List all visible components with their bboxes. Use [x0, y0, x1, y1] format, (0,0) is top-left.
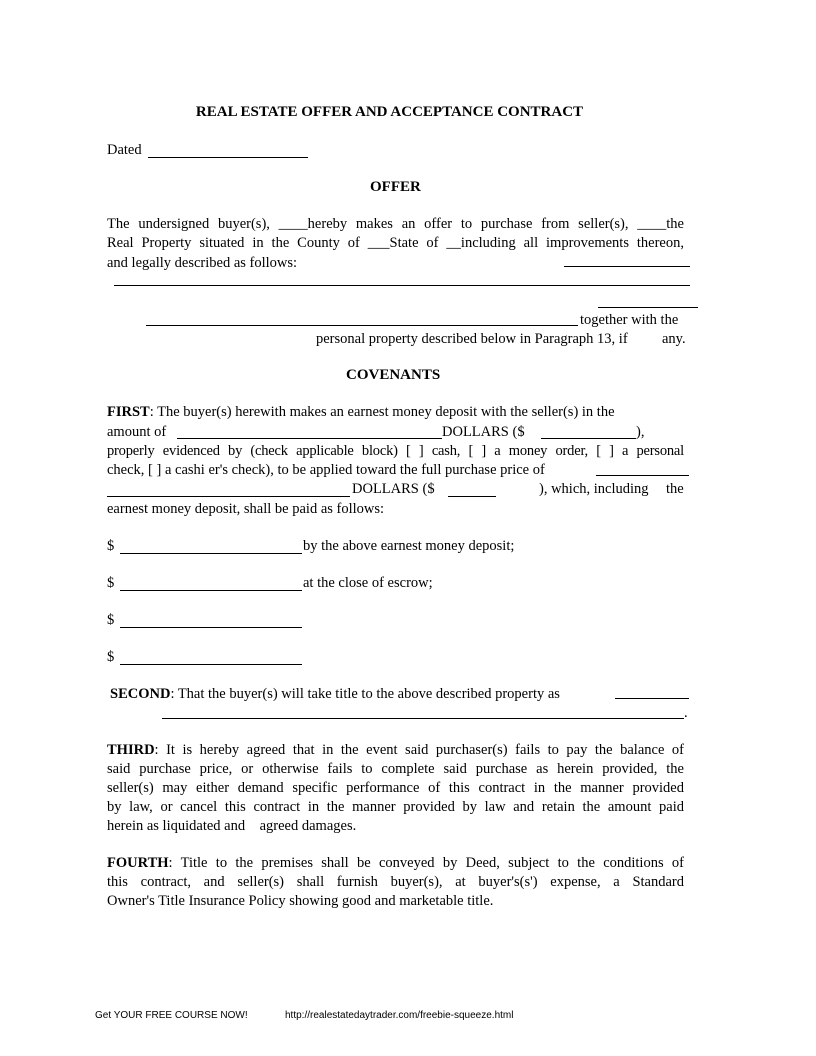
- title-vesting-field-1[interactable]: [615, 698, 689, 699]
- payment-text-1: by the above earnest money deposit;: [303, 538, 515, 554]
- legal-description-field-4[interactable]: [146, 325, 578, 326]
- which-including-text: ), which, including: [539, 481, 649, 497]
- dollars-label-1: DOLLARS ($: [442, 424, 525, 440]
- fourth-line-1: : Title to the premises shall be conveyed by Deed, subject to the conditions of: [168, 855, 684, 871]
- dollars-label-2: DOLLARS ($: [352, 481, 435, 497]
- third-line-3: seller(s) may either demand specific performance of this contract in the manner provided: [107, 780, 684, 796]
- second-label: SECOND: [110, 686, 171, 702]
- third-line-1: : It is hereby agreed that in the event said purchaser(s) fails to pay the balance of: [154, 742, 684, 758]
- payment-symbol-4: $: [107, 649, 115, 665]
- amount-words-field[interactable]: [177, 438, 442, 439]
- footer-url[interactable]: http://realestatedaytrader.com/freebie-squeeze.html: [285, 1010, 514, 1021]
- title-vesting-field-2[interactable]: [162, 718, 684, 719]
- payment-symbol-2: $: [107, 575, 115, 591]
- amount-number-field-1[interactable]: [541, 438, 636, 439]
- payment-text-2: at the close of escrow;: [303, 575, 433, 591]
- offer-line-2: Real Property situated in the County of ___State of __including all improvements thereon,: [107, 235, 684, 251]
- payment-symbol-1: $: [107, 538, 115, 554]
- first-line-1-text: : The buyer(s) herewith makes an earnest money deposit with the seller(s) in the: [149, 404, 615, 420]
- covenants-heading: COVENANTS: [346, 367, 441, 383]
- third-label: [107, 742, 684, 759]
- first-line-3: properly evidenced by (check applicable block) [ ] cash, [ ] a money order, [ ] a personal: [107, 443, 684, 459]
- document-title: REAL ESTATE OFFER AND ACCEPTANCE CONTRACT: [195, 104, 584, 120]
- personal-property-text: personal property described below in Paragraph 13, if: [316, 331, 628, 347]
- fourth-label-text: FOURTH: [107, 855, 169, 871]
- purchase-price-number-field[interactable]: [448, 496, 496, 497]
- first-line-4: check, [ ] a cashi er's check), to be applied toward the full purchase price of: [107, 462, 545, 478]
- payment-field-4[interactable]: [120, 664, 302, 665]
- payment-field-1[interactable]: [120, 553, 302, 554]
- legal-description-field-3[interactable]: [598, 307, 698, 308]
- offer-heading: OFFER: [370, 179, 421, 195]
- the-text: the: [666, 481, 684, 497]
- purchase-price-words-field[interactable]: [107, 496, 350, 497]
- offer-line-3: and legally described as follows:: [107, 255, 298, 271]
- third-line-4: by law, or cancel this contract in the manner provided by law and retain the amount paid: [107, 799, 684, 815]
- third-line-2: said purchase price, or otherwise fails to complete said purchase as herein provided, the: [107, 761, 684, 777]
- second-line: [110, 686, 560, 703]
- first-label: FIRST: [107, 404, 150, 420]
- offer-line-1: The undersigned buyer(s), ____hereby makes an offer to purchase from seller(s), ____the: [107, 216, 684, 232]
- dated-label: Dated: [107, 142, 142, 158]
- payment-field-3[interactable]: [120, 627, 302, 628]
- dated-field[interactable]: [148, 157, 308, 158]
- amount-of-label: amount of: [107, 424, 167, 440]
- footer-promo[interactable]: Get YOUR FREE COURSE NOW!: [95, 1010, 248, 1021]
- payment-field-2[interactable]: [120, 590, 302, 591]
- legal-description-field-2[interactable]: [114, 285, 690, 286]
- third-line-5: herein as liquidated and agreed damages.: [107, 818, 357, 834]
- second-text: : That the buyer(s) will take title to the above described property as: [170, 686, 560, 702]
- paren-comma: ),: [636, 424, 645, 440]
- payment-symbol-3: $: [107, 612, 115, 628]
- first-line-1: [107, 404, 615, 421]
- fourth-line-2: this contract, and seller(s) shall furnish buyer(s), at buyer's(s') expense, a Standard: [107, 874, 684, 890]
- first-line-6: earnest money deposit, shall be paid as follows:: [107, 501, 385, 517]
- any-text: any.: [662, 331, 686, 347]
- fourth-line-3: Owner's Title Insurance Policy showing good and marketable title.: [107, 893, 494, 909]
- third-label-text: THIRD: [107, 742, 155, 758]
- fourth-label: [107, 855, 684, 872]
- legal-description-field-1[interactable]: [564, 266, 690, 267]
- second-period: .: [684, 705, 688, 721]
- together-with-text: together with the: [580, 312, 679, 328]
- purchase-price-field-1[interactable]: [596, 475, 689, 476]
